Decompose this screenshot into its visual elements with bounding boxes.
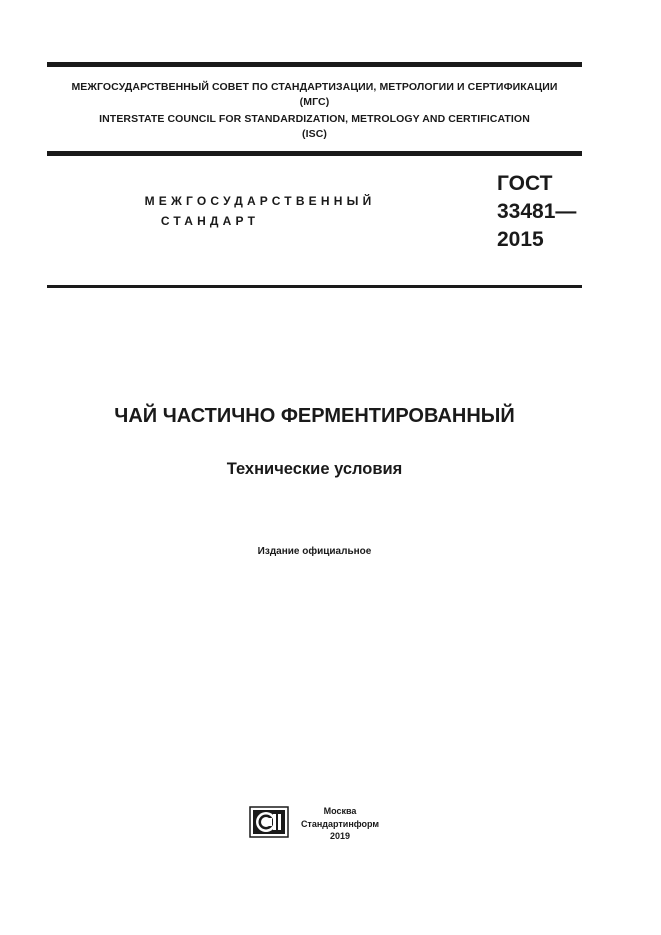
council-en-abbreviation: (ISC) xyxy=(302,128,327,140)
publisher-imprint xyxy=(290,805,390,843)
standard-type-line-1: МЕЖГОСУДАРСТВЕННЫЙ xyxy=(144,194,376,208)
standard-designation xyxy=(497,170,576,254)
document-title: ЧАЙ ЧАСТИЧНО ФЕРМЕНТИРОВАННЫЙ xyxy=(114,405,515,427)
council-ru-abbreviation: (МГС) xyxy=(299,96,330,108)
edition-note: Издание официальное xyxy=(257,546,372,557)
publisher-name: Стандартинформ xyxy=(300,818,380,829)
top-rule xyxy=(47,62,582,67)
council-name-ru xyxy=(47,80,582,110)
standard-type-line-2: СТАНДАРТ xyxy=(160,214,260,228)
designation-line-2: 33481— xyxy=(497,200,577,223)
middle-rule xyxy=(47,151,582,156)
council-name-en xyxy=(47,112,582,142)
council-en-line-1: INTERSTATE COUNCIL FOR STANDARDIZATION, METROLOGY AND CERTIFICATION xyxy=(99,113,530,125)
council-ru-line-1: МЕЖГОСУДАРСТВЕННЫЙ СОВЕТ ПО СТАНДАРТИЗАЦИИ, МЕТРОЛОГИИ И СЕРТИФИКАЦИИ xyxy=(71,81,558,93)
lower-rule xyxy=(47,285,582,288)
standartinform-logo-icon xyxy=(249,806,289,838)
document-subtitle: Технические условия xyxy=(226,460,403,478)
designation-line-3: 2015 xyxy=(497,228,544,251)
publisher-city: Москва xyxy=(323,806,357,816)
designation-line-1: ГОСТ xyxy=(497,172,553,195)
publication-year: 2019 xyxy=(329,831,351,841)
